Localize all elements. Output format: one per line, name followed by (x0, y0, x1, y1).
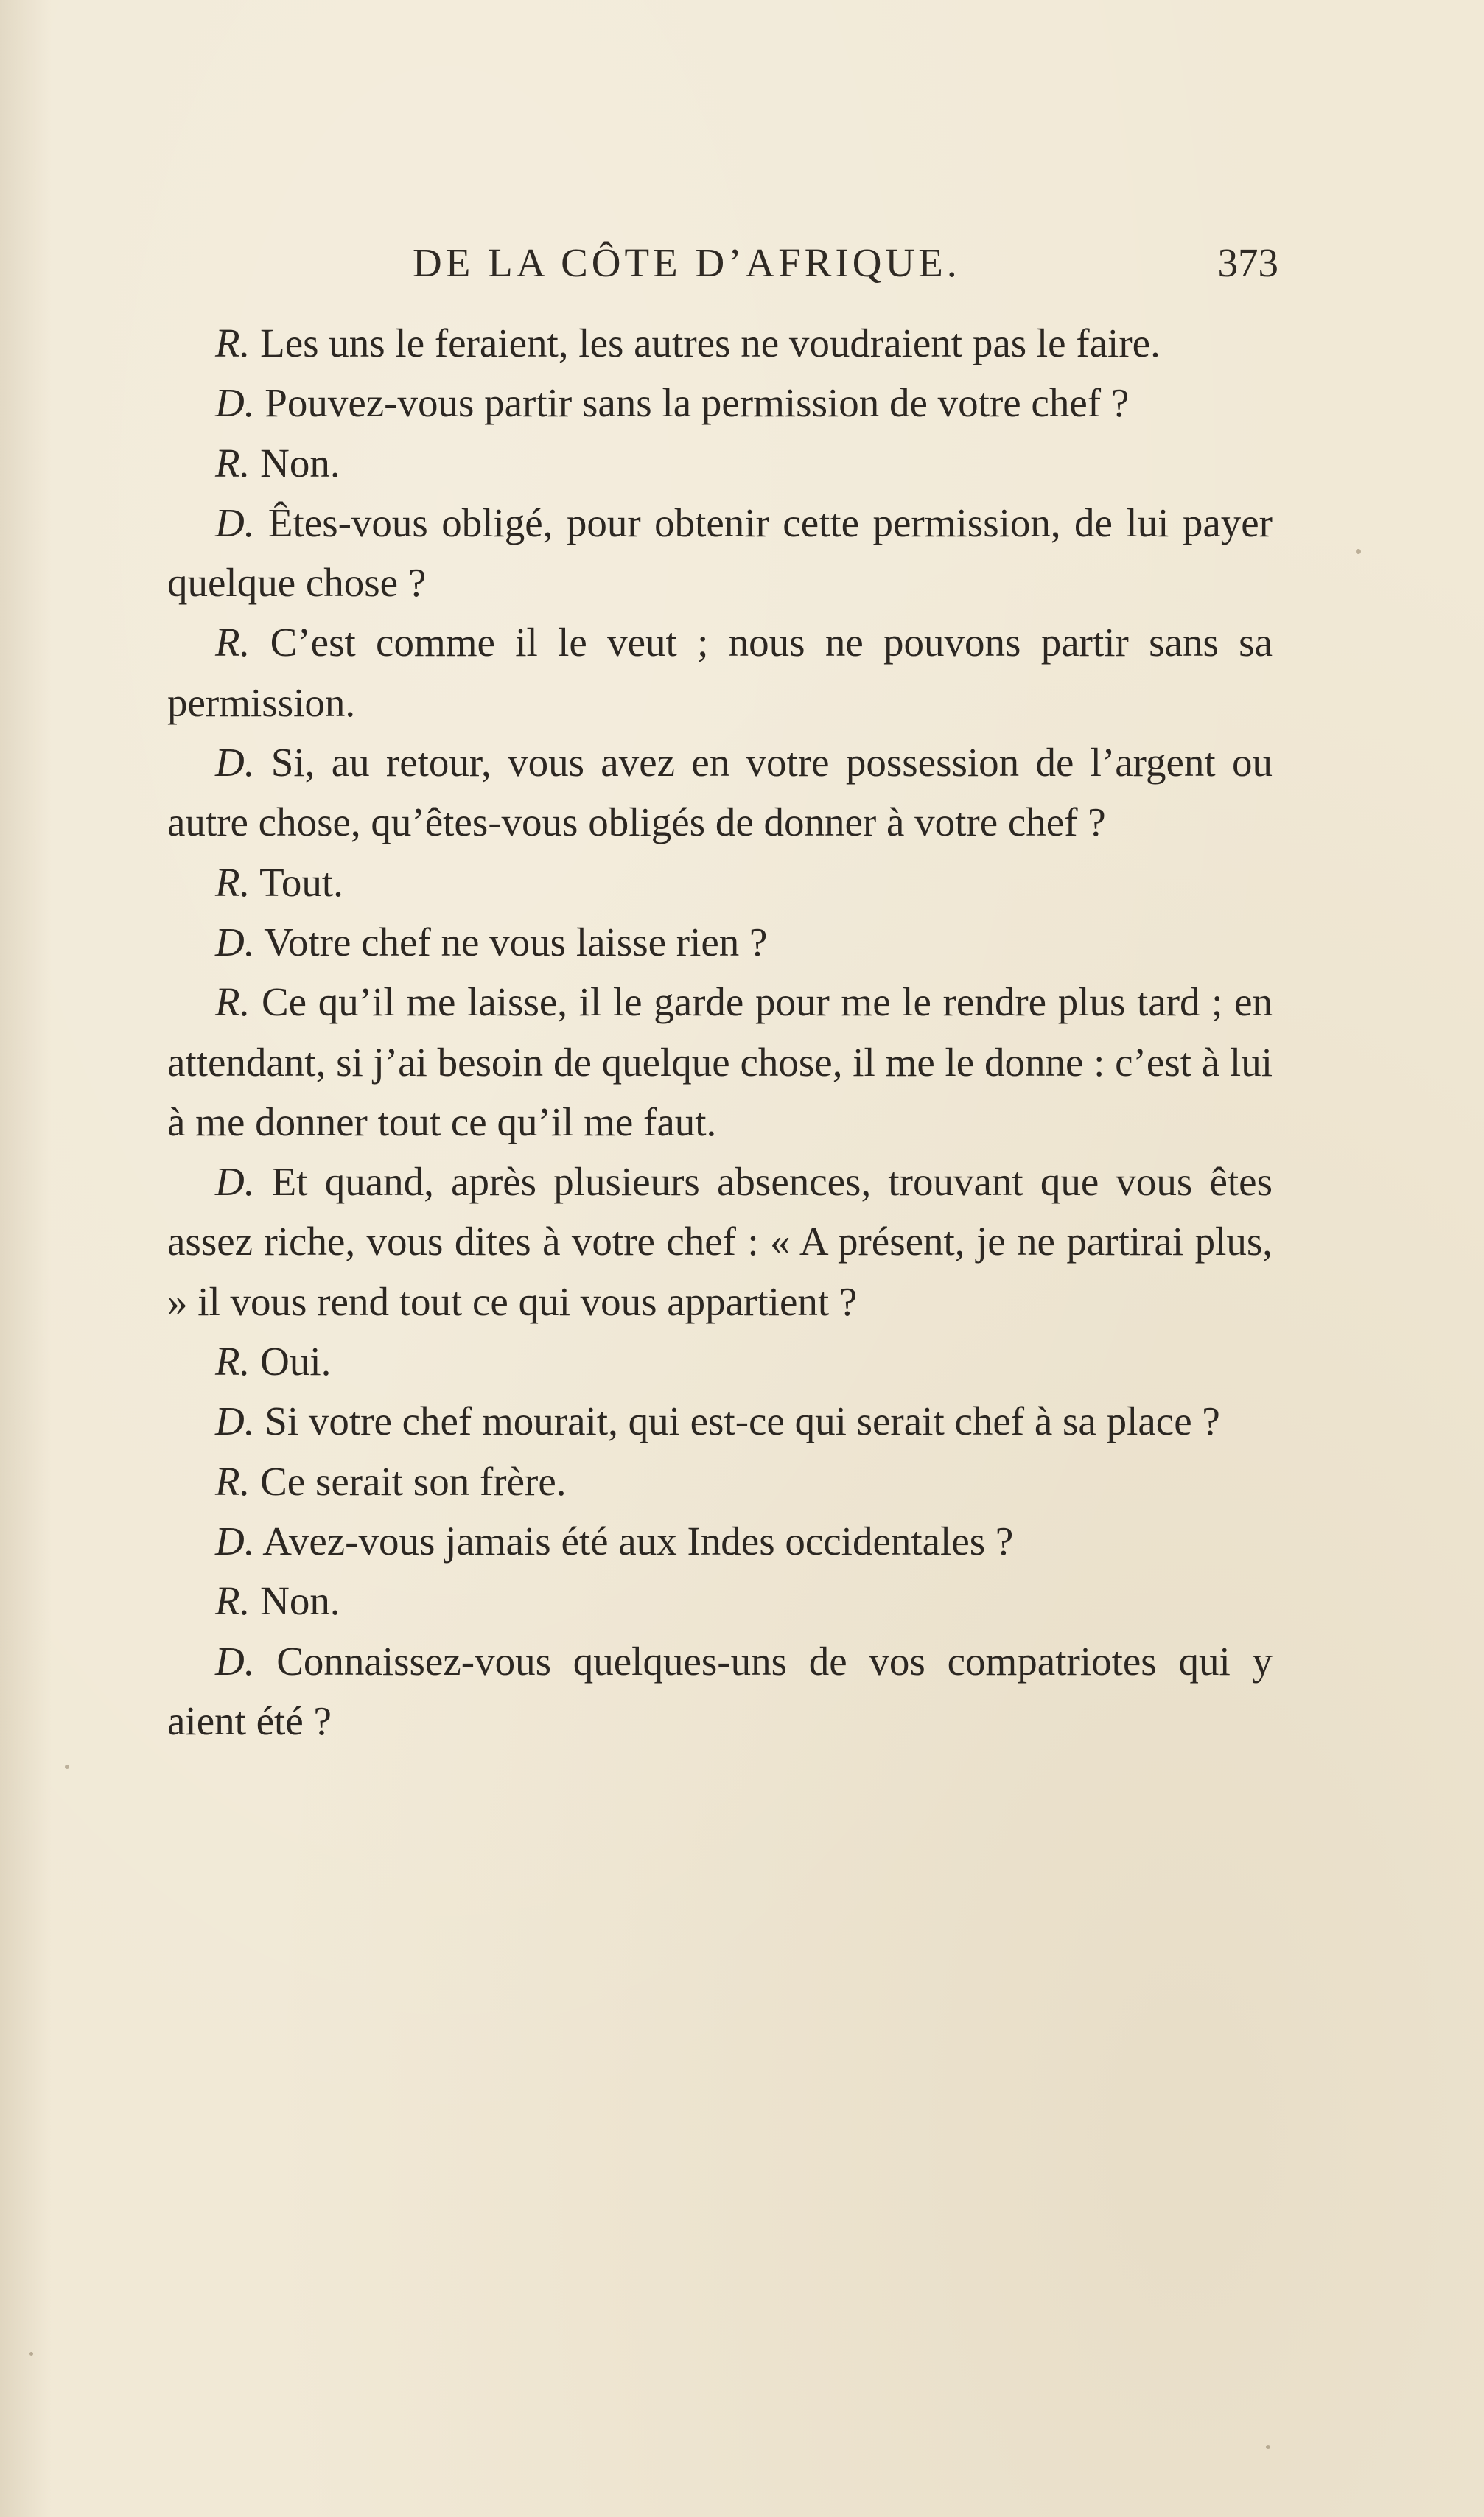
paragraph-text: Oui. (250, 1339, 332, 1384)
paragraph-text: Si, au retour, vous avez en votre possession de l’argent ou autre chose, qu’êtes-vous obligés de donner à votre chef ? (167, 740, 1273, 845)
paragraph-text: C’est comme il le veut ; nous ne pouvons partir sans sa permission. (167, 620, 1273, 725)
paragraph-text: Non. (250, 440, 340, 486)
paragraph (167, 1152, 1273, 1331)
paragraph (167, 433, 1273, 493)
speaker-label: D. (215, 380, 255, 426)
paper-speck (29, 2352, 33, 2356)
running-head (413, 239, 1278, 298)
paragraph (167, 1511, 1273, 1571)
paragraph (167, 313, 1273, 373)
paragraph (167, 1391, 1273, 1451)
paragraph-text: Connaissez-vous quelques-uns de vos compatriotes qui y aient été ? (167, 1638, 1273, 1743)
paragraph (167, 1631, 1273, 1751)
paragraph (167, 612, 1273, 732)
running-title: DE LA CÔTE D’AFRIQUE. (413, 240, 961, 285)
paragraph (167, 1571, 1273, 1631)
paragraph-text: Les uns le feraient, les autres ne voudraient pas le faire. (250, 321, 1161, 365)
speaker-label: R. (215, 440, 251, 486)
paragraph (167, 373, 1273, 433)
speaker-label: D. (215, 1518, 255, 1564)
speaker-label: D. (215, 500, 255, 545)
speaker-label: R. (215, 1458, 251, 1504)
paragraph (167, 912, 1273, 972)
paragraph (167, 853, 1273, 912)
paper-speck (65, 1765, 69, 1769)
speaker-label: R. (215, 1578, 251, 1624)
paragraph-text: Non. (250, 1578, 340, 1624)
speaker-label: R. (215, 1339, 251, 1384)
paragraph-text: Et quand, après plusieurs absences, trouvant que vous êtes assez riche, vous dites à votre chef : « A présent, je ne partirai plus, » il vous rend tout ce qui vous appartient ? (167, 1159, 1273, 1324)
paragraph-text: Votre chef ne vous laisse rien ? (254, 919, 768, 965)
paragraph (167, 1452, 1273, 1511)
paragraph-text: Tout. (250, 859, 343, 905)
page-number: 373 (1217, 240, 1278, 285)
paragraph (167, 1331, 1273, 1391)
speaker-label: D. (215, 1638, 255, 1684)
paragraph-text: Si votre chef mourait, qui est-ce qui serait chef à sa place ? (254, 1398, 1220, 1444)
speaker-label: R. (215, 620, 251, 665)
paragraph (167, 972, 1273, 1152)
text-block (167, 313, 1273, 1751)
speaker-label: D. (215, 1159, 255, 1205)
speaker-label: R. (215, 321, 251, 365)
paper-speck (1356, 549, 1361, 554)
paragraph-text: Ce serait son frère. (250, 1458, 567, 1504)
speaker-label: D. (215, 740, 255, 785)
speaker-label: R. (215, 859, 251, 905)
paragraph-text: Avez-vous jamais été aux Indes occidentales ? (254, 1518, 1014, 1564)
paragraph-text: Pouvez-vous partir sans la permission de votre chef ? (254, 380, 1130, 426)
paper-speck (1266, 2445, 1270, 2449)
paragraph-text: Ce qu’il me laisse, il le garde pour me le rendre plus tard ; en attendant, si j’ai besoin de quelque chose, il me le donne : c’est à lui à me donner tout ce qu’il me faut. (167, 979, 1273, 1144)
paragraph-text: Êtes-vous obligé, pour obtenir cette permission, de lui payer quelque chose ? (167, 500, 1273, 606)
paragraph (167, 493, 1273, 613)
paragraph (167, 732, 1273, 853)
speaker-label: R. (215, 979, 251, 1025)
speaker-label: D. (215, 919, 255, 965)
speaker-label: D. (215, 1398, 255, 1444)
